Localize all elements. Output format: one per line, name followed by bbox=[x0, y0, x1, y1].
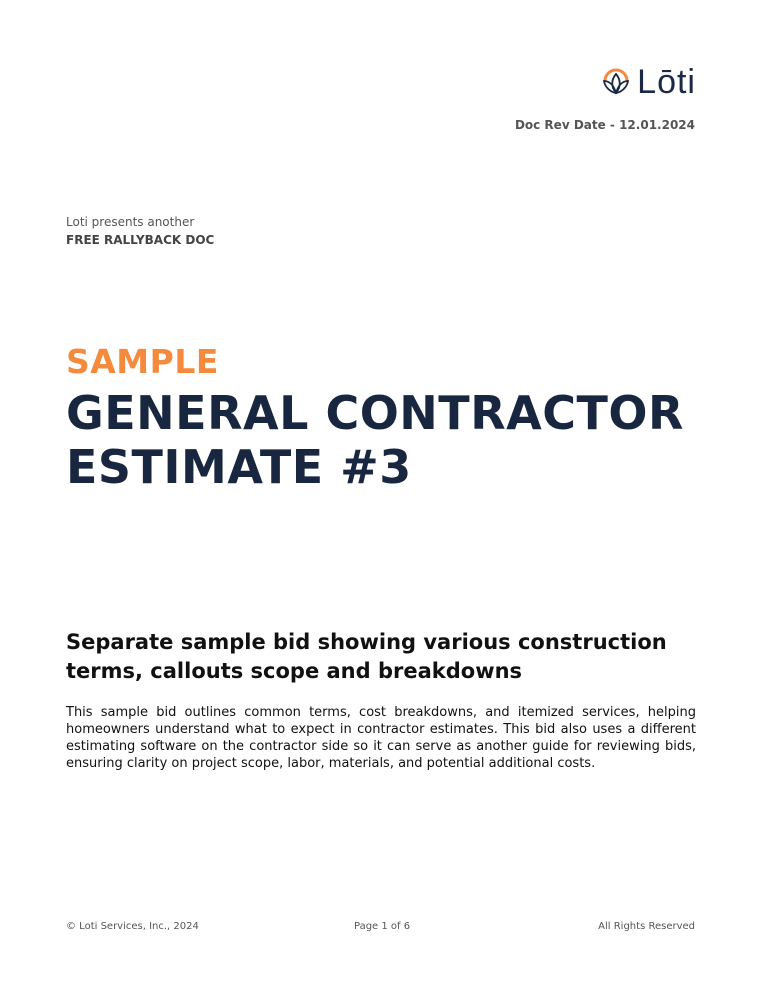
lotus-icon bbox=[599, 65, 633, 99]
presents-text: Loti presents another bbox=[66, 215, 195, 229]
doc-rev-date: Doc Rev Date - 12.01.2024 bbox=[514, 118, 695, 132]
footer-page-number: Page 1 of 6 bbox=[354, 921, 411, 932]
logo-wordmark: Lōti bbox=[637, 63, 696, 101]
loti-logo bbox=[599, 64, 696, 100]
title-line-2: ESTIMATE #3 bbox=[66, 440, 412, 494]
document-title bbox=[66, 342, 716, 494]
free-doc-label: FREE RALLYBACK DOC bbox=[66, 233, 215, 247]
footer-copyright: © Loti Services, Inc., 2024 bbox=[66, 921, 199, 932]
section-heading: Separate sample bid showing various construction terms, callouts scope and breakdowns bbox=[66, 630, 667, 683]
description-paragraph: This sample bid outlines common terms, cost breakdowns, and itemized services, helping homeowners understand what to expect in contractor estimates. This bid also uses a different estimating software on the contractor side so it can serve as another guide for reviewing bids, ensuring clarity on project scope, labor, materials, and potential additional costs. bbox=[66, 705, 696, 771]
footer-rights: All Rights Reserved bbox=[598, 921, 695, 932]
title-kicker: SAMPLE bbox=[66, 342, 219, 381]
title-line-1: GENERAL CONTRACTOR bbox=[66, 386, 684, 440]
